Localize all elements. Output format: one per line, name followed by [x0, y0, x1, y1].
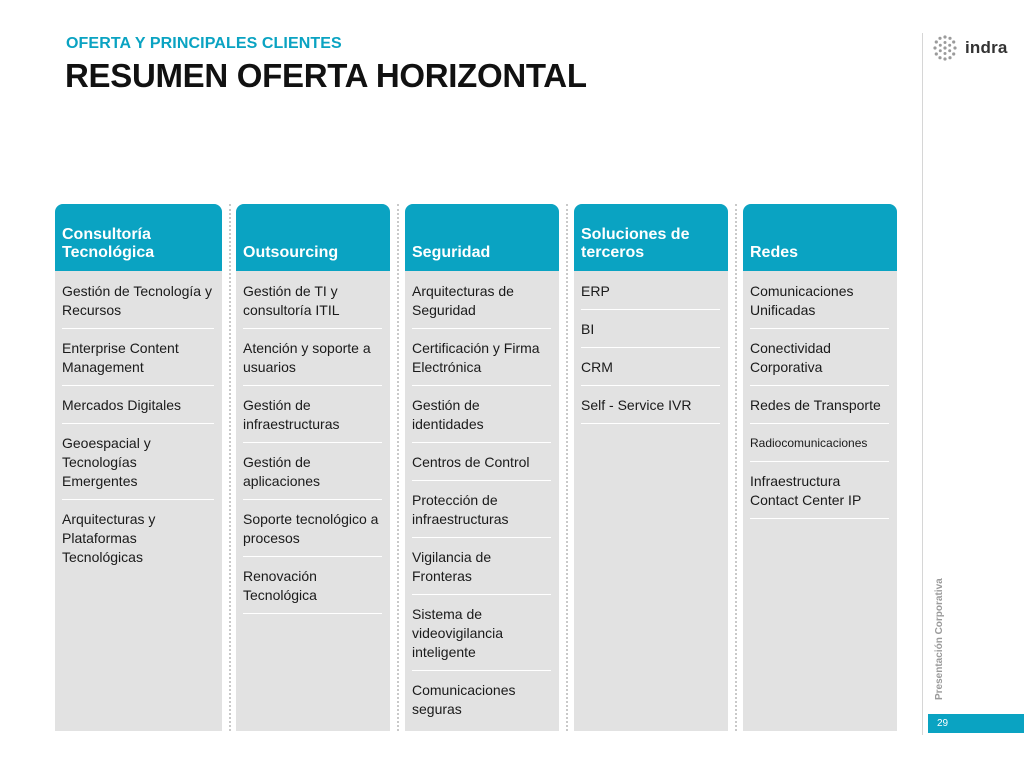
column-list — [236, 271, 390, 614]
list-item: Sistema de videovigilancia inteligente — [412, 605, 551, 671]
column-redes — [743, 204, 897, 731]
logo-text: indra — [965, 38, 1008, 57]
list-item: BI — [581, 320, 720, 348]
column-header: Consultoría Tecnológica — [55, 204, 222, 271]
column-soluciones-terceros — [574, 204, 728, 731]
column-separator — [397, 204, 399, 731]
column-list — [574, 271, 728, 424]
list-item: Certificación y Firma Electrónica — [412, 339, 551, 386]
column-header: Outsourcing — [236, 204, 390, 271]
list-item: Enterprise Content Management — [62, 339, 214, 386]
list-item: ERP — [581, 282, 720, 310]
list-item: Conectividad Corporativa — [750, 339, 889, 386]
list-item: Gestión de Tecnología y Recursos — [62, 282, 214, 329]
column-list — [405, 271, 559, 727]
column-list — [55, 271, 222, 575]
sidebar-label: Presentación Corporativa — [934, 578, 945, 700]
section-subtitle: OFERTA Y PRINCIPALES CLIENTES — [66, 35, 342, 52]
sidebar-divider — [922, 33, 923, 735]
list-item: Infraestructura Contact Center IP — [750, 472, 889, 519]
page-number: 29 — [928, 714, 1024, 733]
list-item: Self - Service IVR — [581, 396, 720, 424]
list-item: Gestión de identidades — [412, 396, 551, 443]
column-header: Seguridad — [405, 204, 559, 271]
indra-logo — [931, 33, 1021, 63]
list-item: Mercados Digitales — [62, 396, 214, 424]
list-item: Comunicaciones seguras — [412, 682, 516, 717]
list-item: Radiocomunicaciones — [750, 434, 889, 462]
list-item: Soporte tecnológico a procesos — [243, 510, 382, 557]
column-header: Redes — [743, 204, 897, 271]
list-item: Gestión de infraestructuras — [243, 396, 382, 443]
list-item: Arquitecturas de Seguridad — [412, 282, 551, 329]
list-item: Redes de Transporte — [750, 396, 889, 424]
column-separator — [735, 204, 737, 731]
indra-dots-logo-icon — [931, 34, 959, 62]
list-item: Geoespacial y Tecnologías Emergentes — [62, 434, 214, 500]
list-item: Renovación Tecnológica — [243, 567, 382, 614]
column-header: Soluciones de terceros — [574, 204, 728, 271]
column-outsourcing — [236, 204, 390, 731]
column-seguridad — [405, 204, 559, 731]
column-list — [743, 271, 897, 519]
list-item: Gestión de TI y consultoría ITIL — [243, 282, 382, 329]
list-item: Atención y soporte a usuarios — [243, 339, 382, 386]
list-item: CRM — [581, 358, 720, 386]
list-item: Centros de Control — [412, 453, 551, 481]
list-item: Arquitecturas y Plataformas Tecnológicas — [62, 511, 156, 565]
column-separator — [566, 204, 568, 731]
column-consultoria — [55, 204, 222, 731]
list-item: Gestión de aplicaciones — [243, 453, 382, 500]
list-item: Vigilancia de Fronteras — [412, 548, 551, 595]
column-separator — [229, 204, 231, 731]
list-item: Comunicaciones Unificadas — [750, 282, 889, 329]
list-item: Protección de infraestructuras — [412, 491, 551, 538]
page-title: RESUMEN OFERTA HORIZONTAL — [65, 57, 587, 94]
